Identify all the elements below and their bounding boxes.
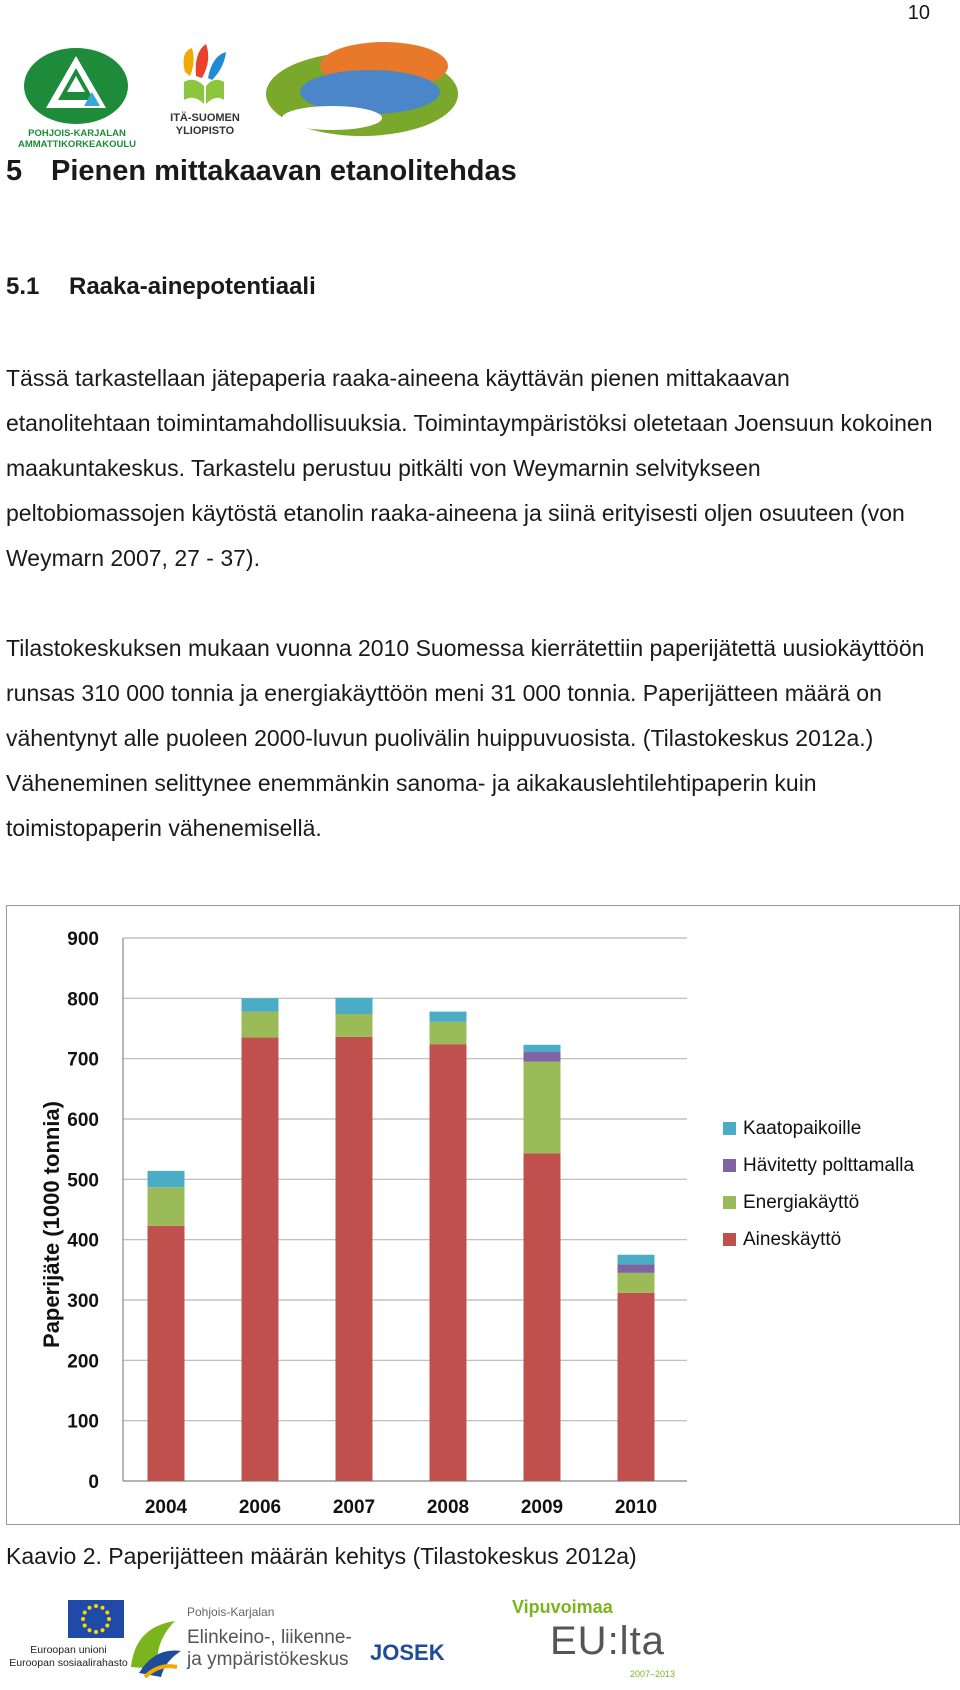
- y-tick-label: 800: [67, 989, 99, 1011]
- y-tick-label: 0: [88, 1472, 99, 1493]
- bar-segment: [430, 1044, 467, 1481]
- bar-segment: [242, 998, 279, 1011]
- y-tick-label: 700: [67, 1049, 99, 1071]
- uef-logo: [160, 42, 250, 142]
- vipu-logo-text-2: EU:lta: [550, 1619, 665, 1663]
- legend-label: Kaatopaikoille: [743, 1118, 862, 1139]
- bar-segment: [242, 1038, 279, 1481]
- section-title: Raaka-ainepotentiaali: [69, 273, 316, 300]
- legend-swatch: [723, 1159, 736, 1172]
- legend-label: Energiakäyttö: [743, 1192, 860, 1213]
- pkamk-logo-text-2: AMMATTIKORKEAKOULU: [17, 139, 137, 150]
- x-tick-label: 2009: [520, 1497, 564, 1518]
- chapter-number: 5: [6, 155, 23, 187]
- chart-frame: [6, 905, 960, 1525]
- vipu-logo-text-1: Vipuvoimaa: [512, 1597, 613, 1617]
- three-color-logo: [262, 34, 460, 138]
- paragraph-2: Tilastokeskuksen mukaan vuonna 2010 Suomessa kierrätettiin paperijätettä uusiokäyttöön runsas 310 000 tonnia ja energiakäyttöön meni 31 000 tonnia. Paperijätteen määrä on vähentynyt alle puoleen 2000-luvun puolivälin huippuvuosista. (Tilastokeskus 2012a.) Väheneminen selittynee enemmänkin sanoma- ja aikakauslehtilehtipaperin kuin toimistopaperin vähenemisellä.: [6, 635, 925, 841]
- bar-segment: [524, 1052, 561, 1062]
- pkamk-logo: [12, 46, 142, 151]
- x-tick-label: 2004: [144, 1497, 188, 1518]
- legend-swatch: [723, 1196, 736, 1209]
- bar-segment: [524, 1045, 561, 1052]
- eu-logo: [6, 1600, 126, 1685]
- eu-flag-icon: [68, 1600, 124, 1638]
- section-heading: [6, 273, 316, 301]
- legend-label: Hävitetty polttamalla: [743, 1155, 915, 1176]
- bar-segment: [618, 1255, 655, 1265]
- y-axis-label: Paperijäte (1000 tonnia): [39, 1101, 64, 1348]
- y-tick-label: 400: [67, 1230, 99, 1252]
- section-number: 5.1: [6, 273, 40, 300]
- legend-swatch: [723, 1122, 736, 1135]
- uef-logo-text-1: ITÄ-SUOMEN: [170, 112, 240, 124]
- bar-segment: [430, 1012, 467, 1022]
- y-tick-label: 100: [67, 1411, 99, 1433]
- chapter-heading: [6, 155, 517, 188]
- vipuvoimaa-logo: [512, 1597, 682, 1687]
- bar-segment: [148, 1171, 185, 1187]
- eu-logo-text-1: Euroopan unioni: [30, 1644, 107, 1656]
- uef-logo-text-2: YLIOPISTO: [175, 125, 235, 137]
- bar-segment: [336, 998, 373, 1014]
- bar-segment: [430, 1022, 467, 1044]
- page-number: 10: [907, 2, 930, 24]
- eu-logo-text-2: Euroopan sosiaalirahasto: [9, 1657, 128, 1669]
- y-tick-label: 200: [67, 1351, 99, 1373]
- bar-segment: [524, 1153, 561, 1481]
- bar-segment: [618, 1273, 655, 1293]
- y-tick-label: 600: [67, 1110, 99, 1131]
- y-tick-label: 500: [67, 1170, 99, 1192]
- stacked-bar-chart: [7, 906, 960, 1526]
- bar-segment: [618, 1293, 655, 1481]
- josek-logo-text: JOSEK: [370, 1640, 445, 1665]
- bar-segment: [336, 1014, 373, 1037]
- josek-logo: [370, 1640, 490, 1680]
- x-tick-label: 2008: [426, 1497, 470, 1518]
- vipu-logo-text-3: 2007–2013: [630, 1669, 676, 1679]
- bar-segment: [618, 1264, 655, 1272]
- x-tick-label: 2006: [238, 1497, 282, 1518]
- bar-segment: [148, 1187, 185, 1226]
- bar-segment: [148, 1226, 185, 1481]
- chapter-title: Pienen mittakaavan etanolitehdas: [51, 155, 517, 187]
- legend-swatch: [723, 1233, 736, 1246]
- y-tick-label: 900: [67, 929, 99, 950]
- ely-logo: [125, 1605, 355, 1685]
- y-tick-label: 300: [67, 1291, 99, 1312]
- pkamk-logo-text-1: POHJOIS-KARJALAN: [28, 128, 126, 139]
- ely-logo-text-1: Pohjois-Karjalan: [187, 1605, 275, 1619]
- paragraph-1: Tässä tarkastellaan jätepaperia raaka-aineena käyttävän pienen mittakaavan etanolitehtaan toimintamahdollisuuksia. Toimintaympäristöksi oletetaan Joensuun kokoinen maakuntakeskus. Tarkastelu perustuu pitkälti von Weymarnin selvitykseen peltobiomassojen käytöstä etanolin raaka-aineena ja siinä erityisesti oljen osuuteen (von Weymarn 2007, 27 - 37).: [6, 365, 933, 571]
- bar-segment: [524, 1062, 561, 1154]
- ely-logo-text-2: Elinkeino-, liikenne- ja ympäristökeskus: [187, 1627, 352, 1670]
- bar-segment: [242, 1012, 279, 1038]
- legend-label: Aineskäyttö: [743, 1229, 842, 1250]
- figure-caption: Kaavio 2. Paperijätteen määrän kehitys (Tilastokeskus 2012a): [6, 1543, 637, 1569]
- x-tick-label: 2007: [332, 1497, 376, 1518]
- bar-segment: [336, 1037, 373, 1481]
- x-tick-label: 2010: [614, 1497, 658, 1518]
